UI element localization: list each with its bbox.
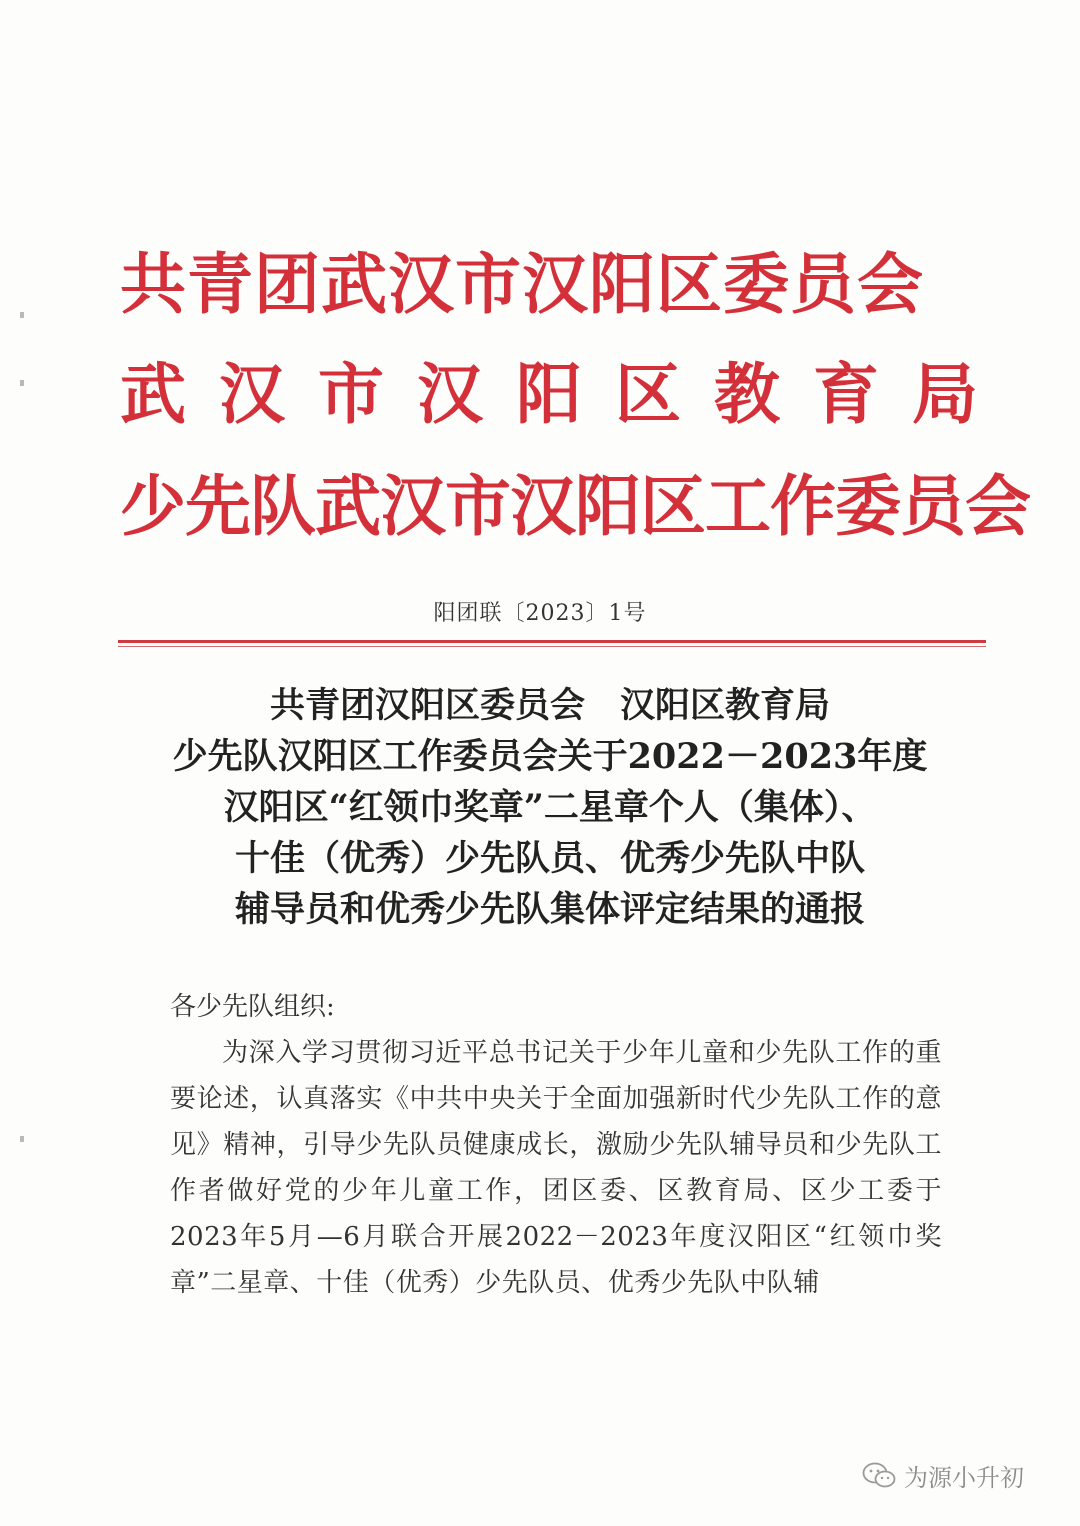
document-title (100, 680, 1000, 935)
title-line: 少先队汉阳区工作委员会关于2022－2023年度 (172, 736, 928, 777)
issuer-name-young-pioneers: 少先队武汉市汉阳区工作委员会 (120, 468, 1030, 545)
issuer-name-education-bureau: 武汉市汉阳区教育局 (120, 356, 1011, 433)
red-divider-thin (118, 646, 986, 647)
title-line: 汉阳区“红领巾奖章”二星章个人（集体）、 (223, 787, 877, 828)
title-line: 共青团汉阳区委员会 汉阳区教育局 (269, 685, 830, 726)
red-divider-thick (118, 640, 986, 643)
body-text (170, 1030, 942, 1306)
scan-margin-mark (20, 1136, 24, 1142)
issuer-name-youth-league: 共青团武汉市汉阳区委员会 (120, 246, 924, 323)
scan-margin-mark (20, 312, 24, 318)
body-paragraph: 为深入学习贯彻习近平总书记关于少年儿童和少先队工作的重要论述，认真落实《中共中央关于全面加强新时代少先队工作的意见》精神，引导少先队员健康成长，激励少先队辅导员和少先队工作者做好党的少年儿童工作，团区委、区教育局、区少工委于2023年5月—6月联合开展2022－2023年度汉阳区“红领巾奖章”二星章、十佳（优秀）少先队员、优秀少先队中队辅 (170, 1038, 942, 1298)
title-line: 十佳（优秀）少先队员、优秀少先队中队 (234, 838, 865, 879)
document-number: 阳团联〔2023〕1号 (433, 601, 647, 626)
scan-margin-mark (20, 380, 24, 386)
title-line: 辅导员和优秀少先队集体评定结果的通报 (234, 889, 865, 930)
watermark-text: 为源小升初 (904, 1464, 1024, 1492)
salutation: 各少先队组织: (170, 992, 335, 1022)
account-watermark (862, 1458, 1024, 1493)
wechat-icon (862, 1461, 896, 1491)
